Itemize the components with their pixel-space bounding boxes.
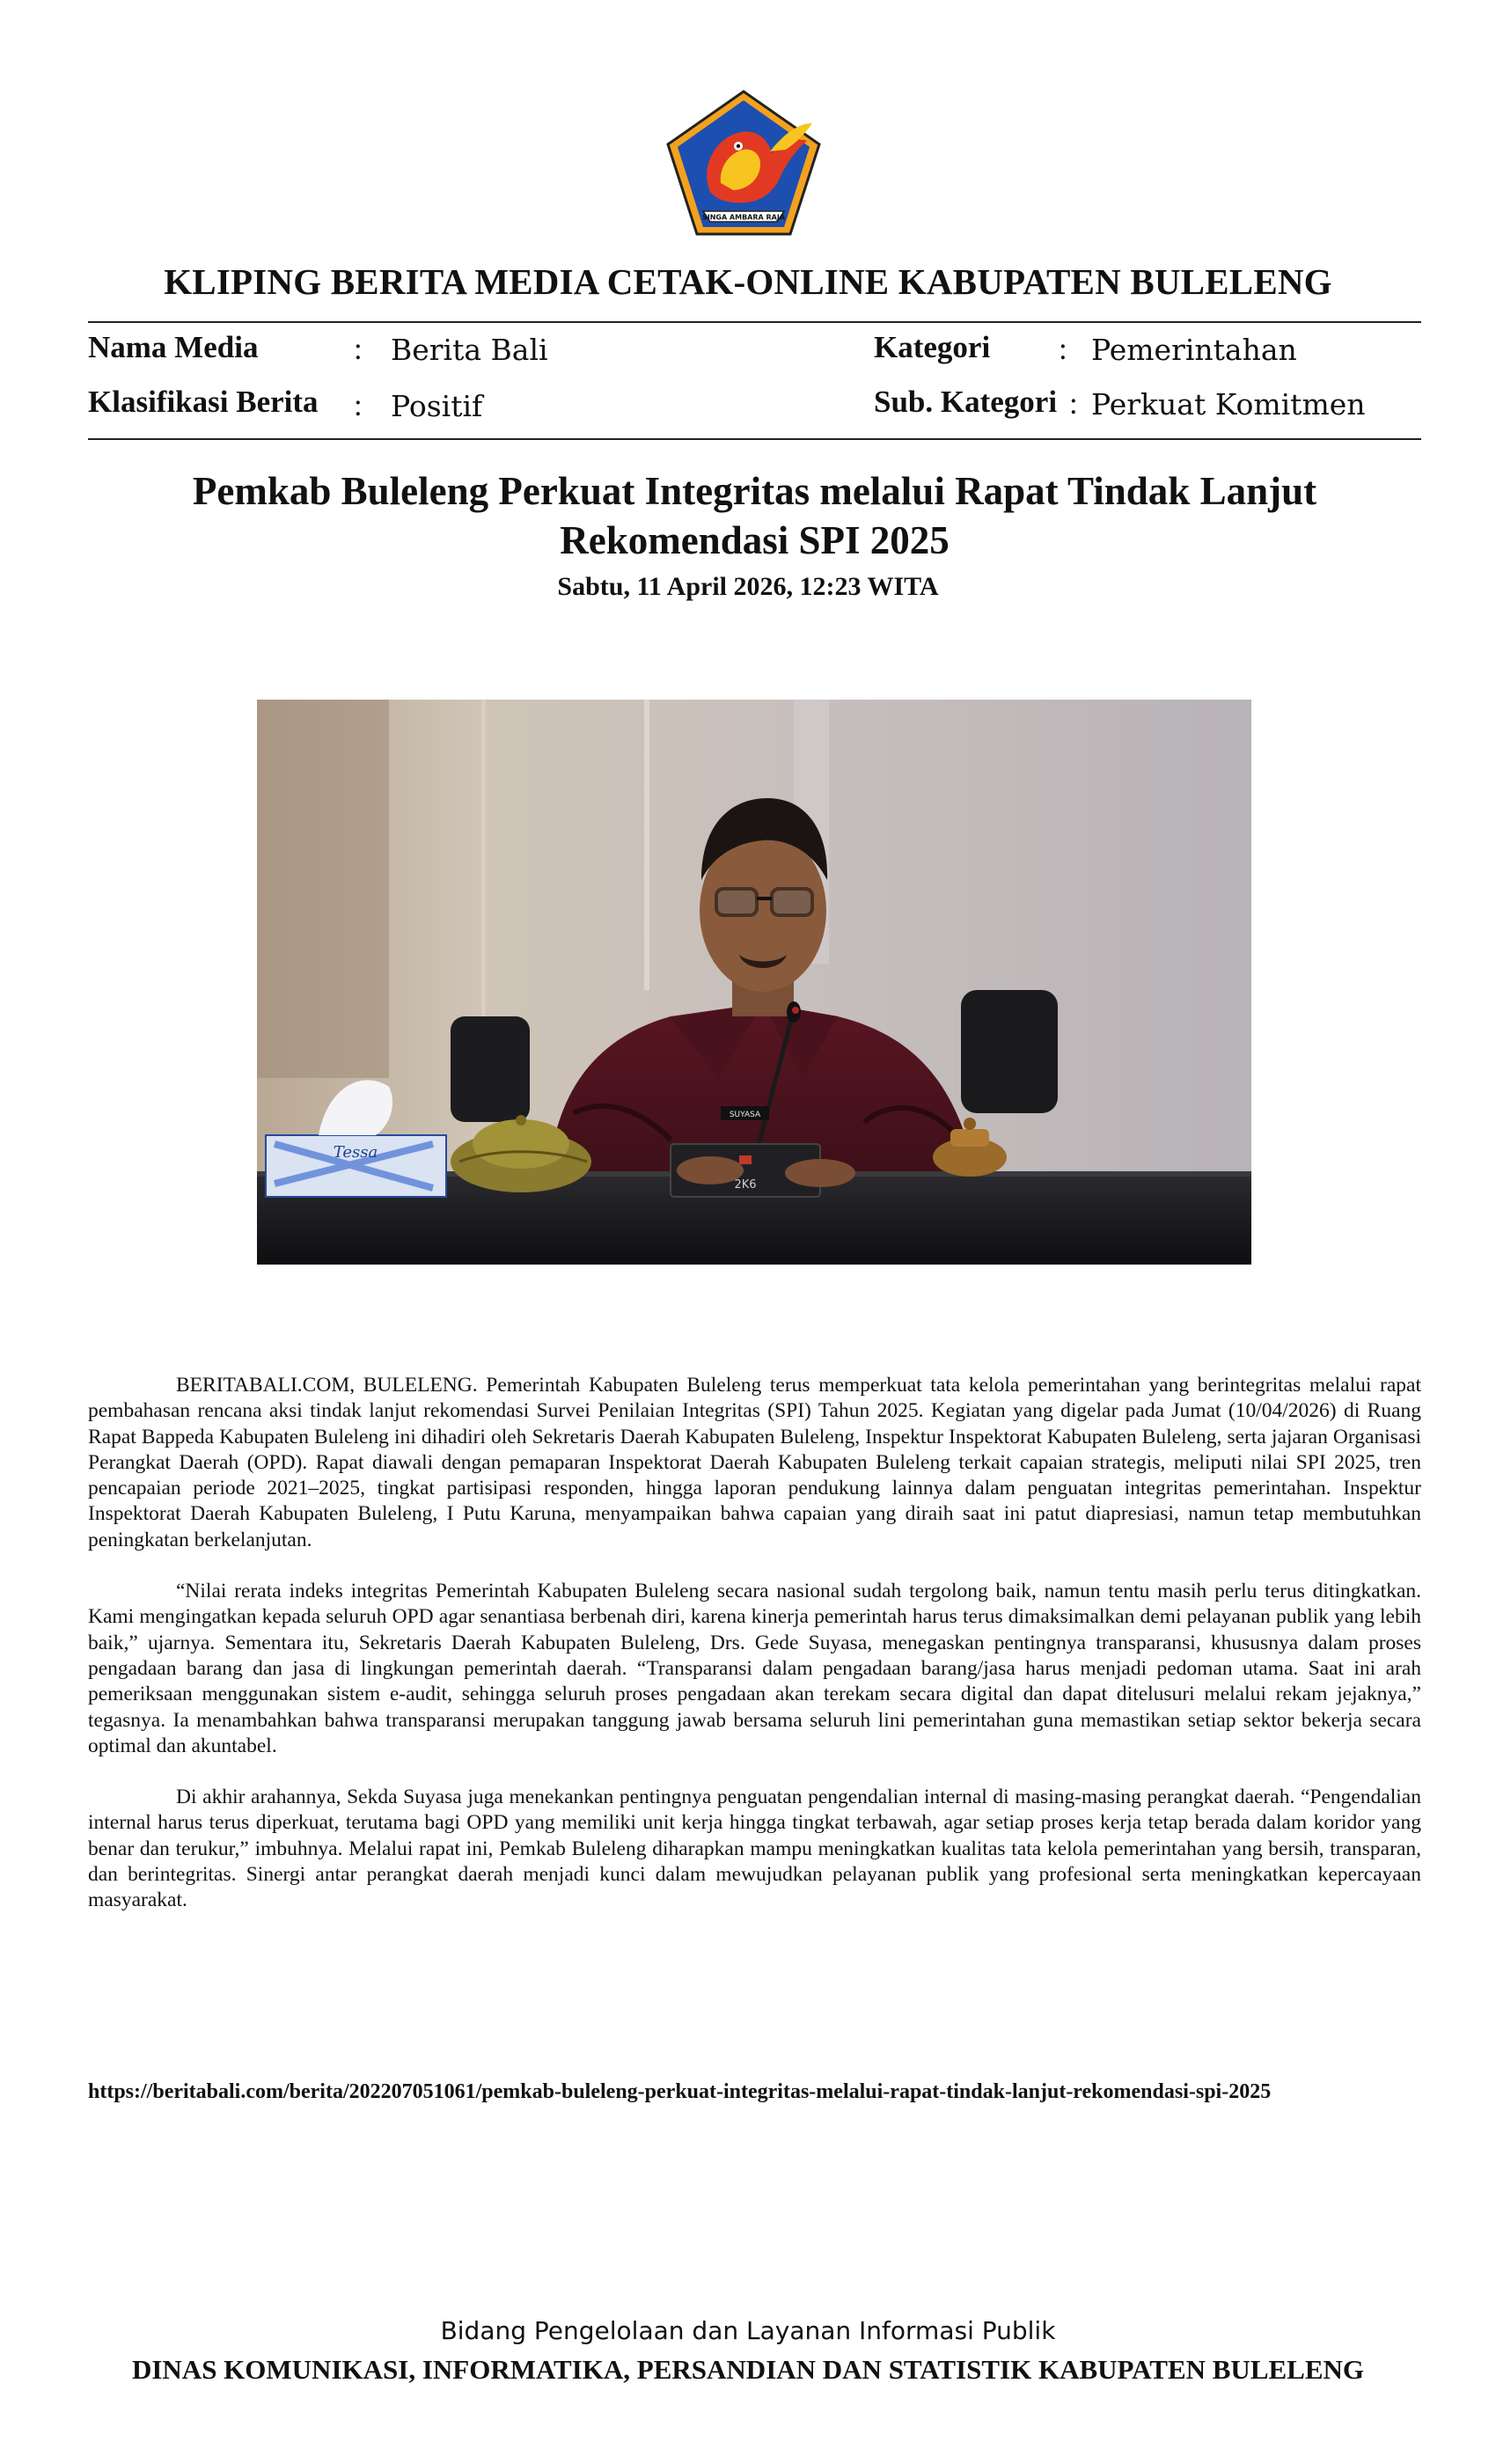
news-classification-colon: :	[354, 388, 363, 422]
article-paragraph-3: Di akhir arahannya, Sekda Suyasa juga menekankan pentingnya penguatan pengendalian internal di masing-masing perangkat daerah. “Pengendalian internal harus terus diperkuat, terutama bagi OPD yang memiliki unit kerja hingga tingkat terbawah, agar setiap proses kerja tetap berada dalam koridor yang benar dan terukur,” imbuhnya. Melalui rapat ini, Pemkab Buleleng diharapkan mampu meningkatkan kualitas tata kelola pemerintahan yang bersih, transparan, dan berintegritas. Sinergi antar perangkat daerah menjadi kunci dalam mewujudkan pelayanan publik yang profesional serta meningkatkan kepercayaan masyarakat.	[88, 1786, 1421, 1912]
news-classification-value: Positif	[391, 389, 483, 423]
media-name-value: Berita Bali	[391, 333, 548, 367]
source-link[interactable]: https://beritabali.com/berita/202207051061/pemkab-buleleng-perkuat-integritas-melalui-rapat-tindak-lanjut-rekomendasi-spi-2025	[88, 2080, 1272, 2103]
media-name-label: Nama Media	[88, 330, 259, 364]
article-headline: Pemkab Buleleng Perkuat Integritas melalui Rapat Tindak Lanjut Rekomendasi SPI 2025	[192, 469, 1317, 562]
media-name-colon: :	[354, 332, 363, 366]
article-date: Sabtu, 11 April 2026, 12:23 WITA	[557, 572, 939, 601]
footer-agency: DINAS KOMUNIKASI, INFORMATIKA, PERSANDIAN DAN STATISTIK KABUPATEN BULELENG	[131, 2354, 1365, 2385]
article-body	[88, 1373, 1421, 1940]
category-label: Kategori	[874, 330, 991, 364]
subcategory-label: Sub. Kategori	[874, 385, 1058, 419]
article-paragraph-2: “Nilai rerata indeks integritas Pemerintah Kabupaten Buleleng secara nasional sudah tergolong baik, namun tentu masih perlu terus ditingkatkan. Kami mengingatkan kepada seluruh OPD agar senantiasa berbenah diri, karena kinerja pemerintah harus terus dimaksimalkan demi pelayanan publik yang lebih baik,” ujarnya. Sementara itu, Sekretaris Daerah Kabupaten Buleleng, Drs. Gede Suyasa, menegaskan pentingnya transparansi, khususnya dalam proses pengadaan barang dan jasa di lingkungan pemerintah daerah. “Transparansi dalam pengadaan barang/jasa harus menjadi pedoman utama. Saat ini arah pemeriksaan menggunakan sistem e-audit, sehingga seluruh proses pengadaan akan terekam secara digital dan dapat ditelusuri melalui rekam jejaknya,” tegasnya. Ia menambahkan bahwa transparansi merupakan tanggung jawab bersama seluruh lini pemerintahan guna memastikan setiap sektor bekerja secara optimal dan akuntabel.	[88, 1580, 1421, 1757]
footer-division: Bidang Pengelolaan dan Layanan Informasi Publik	[440, 2316, 1056, 2345]
subcategory-value: Perkuat Komitmen	[1091, 387, 1366, 422]
header-bottom-rule	[88, 438, 1421, 440]
logo-motto-text: SINGA AMBARA RAJA	[701, 213, 786, 222]
photo-tissue-brand: Tessa	[333, 1143, 378, 1162]
header-top-rule	[88, 321, 1421, 323]
article-photo	[257, 700, 1251, 1265]
news-classification-label: Klasifikasi Berita	[88, 385, 319, 419]
category-value: Pemerintahan	[1091, 333, 1297, 367]
subcategory-colon: :	[1069, 386, 1078, 421]
buleleng-emblem-logo	[664, 88, 823, 238]
photo-nameplate-text: SUYASA	[729, 1111, 761, 1119]
meeting-photo-illustration	[257, 700, 1251, 1265]
photo-mic-label: 2K6	[734, 1178, 757, 1192]
clipping-title: KLIPING BERITA MEDIA CETAK-ONLINE KABUPATEN BULELENG	[164, 261, 1332, 302]
category-colon: :	[1059, 332, 1067, 366]
article-paragraph-1: BERITABALI.COM, BULELENG. Pemerintah Kabupaten Buleleng terus memperkuat tata kelola pemerintahan yang berintegritas melalui rapat pembahasan rencana aksi tindak lanjut rekomendasi Survei Penilaian Integritas (SPI) Tahun 2025. Kegiatan yang digelar pada Jumat (10/04/2026) di Ruang Rapat Bappeda Kabupaten Buleleng ini dihadiri oleh Sekretaris Daerah Kabupaten Buleleng, Inspektur Inspektorat Kabupaten Buleleng, serta jajaran Organisasi Perangkat Daerah (OPD). Rapat diawali dengan pemaparan Inspektorat Daerah Kabupaten Buleleng terkait capaian strategis, meliputi nilai SPI 2025, tren pencapaian periode 2021–2025, tingkat partisipasi responden, hingga laporan pendukung lainnya dalam penguatan integritas pemerintahan. Inspektur Inspektorat Daerah Kabupaten Buleleng, I Putu Karuna, menyampaikan bahwa capaian yang diraih saat ini patut diapresiasi, namun tetap membutuhkan peningkatan berkelanjutan.	[88, 1374, 1421, 1551]
